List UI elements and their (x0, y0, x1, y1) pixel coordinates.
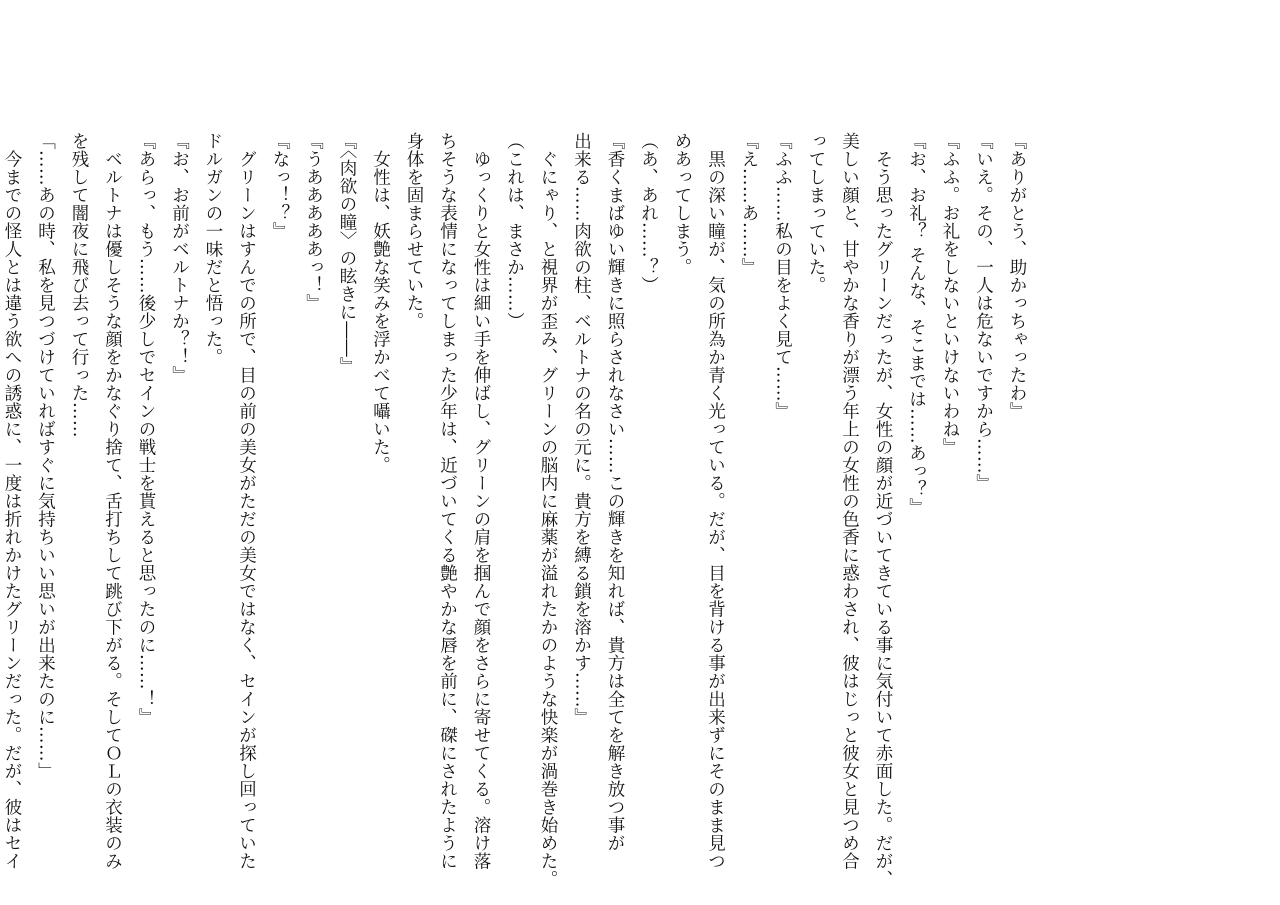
text-line: 『いえ。その、一人は危ないですから……』 (973, 132, 994, 492)
text-line: 『え……あ……』 (739, 132, 759, 276)
text-line: 身体を固まらせていた。 (404, 132, 424, 330)
text-line: 『ふふ。お礼をしないといけないわね』 (940, 132, 960, 456)
text-line: ゆっくりと女性は細い手を伸ばし、グリーンの肩を掴んで顔をさらに寄せてくる。溶け落 (471, 132, 491, 870)
text-line: めあってしまう。 (672, 132, 692, 276)
vertical-text-body (2, 132, 1033, 888)
text-line: そう思ったグリーンだったが、女性の顔が近づいてきている事に気付いて赤面した。だが、 (873, 132, 893, 888)
text-line: 『ありがとう、助かっちゃったわ』 (1007, 132, 1027, 420)
text-line: 美しい顔と、甘やかな香りが漂う年上の女性の色香に惑わされ、彼はじっと彼女と見つめ合 (839, 132, 860, 870)
text-line: （これは、まさか……） (504, 132, 525, 330)
text-line: を残して闇夜に飛び去って行った…… (69, 132, 89, 438)
text-line: 『なっ！？』 (270, 132, 290, 240)
text-line: 『あらっ、もう……後少しでセインの戦士を貰えると思ったのに……！』 (136, 132, 156, 726)
text-line: 『うあああああっ！』 (303, 132, 324, 312)
text-line: 『香くまばゆい輝きに照らされなさい……この輝きを知れば、貴方は全てを解き放つ事が (605, 132, 625, 852)
text-line: （あ、あれ……？） (638, 132, 659, 294)
text-line: ぐにゃり、と視界が歪み、グリーンの脳内に麻薬が溢れたかのような快楽が渦巻き始めた。 (538, 132, 558, 888)
text-line: ちそうな表情になってしまった少年は、近づいてくる艶やかな唇を前に、磔にされたように (437, 132, 458, 870)
text-line: 『お、お前がベルトナか？！』 (169, 132, 190, 384)
text-line: ベルトナは優しそうな顔をかなぐり捨て、舌打ちして跳び下がる。そしてＯＬの衣装のみ (102, 132, 123, 870)
text-line: グリーンはすんでの所で、目の前の美女がただの美女ではなく、セインが探し回っていた (236, 132, 257, 870)
text-line: 女性は、妖艶な笑みを浮かべて囁いた。 (370, 132, 391, 474)
text-line: 『お、お礼？ そんな、そこまでは……あっ？』 (906, 132, 927, 517)
text-line: 黒の深い瞳が、気の所為か青く光っている。だが、目を背ける事が出来ずにそのまま見つ (705, 132, 726, 870)
text-line: ドルガンの一味だと悟った。 (203, 132, 223, 366)
text-line: 『〈肉欲の瞳〉の眩きに――』 (337, 132, 357, 376)
text-line: 『ふふ……私の目をよく見て……』 (772, 132, 793, 420)
text-line: 「……あの時、私を見つづけていればすぐに気持ちいい思いが出来たのに……」 (35, 132, 56, 780)
text-line: 今までの怪人とは違う欲への誘惑に、一度は折れかけたグリーンだった。だが、彼はセイ (2, 132, 22, 870)
text-line: ってしまっていた。 (806, 132, 826, 294)
text-line: 出来る……肉欲の柱、ベルトナの名の元に。貴方を縛る鎖を溶かす……』 (571, 132, 592, 726)
